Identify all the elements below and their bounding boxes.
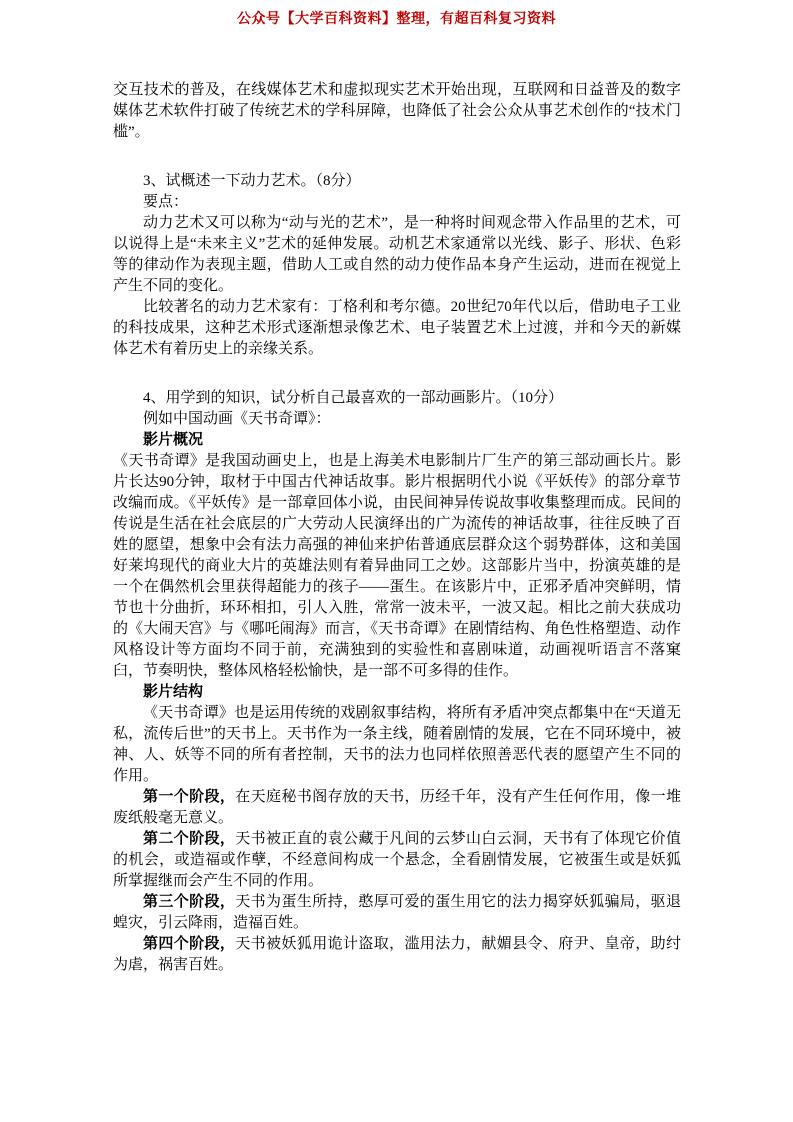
points-label: 要点： [143, 194, 189, 210]
paragraph-kinetic-art-definition: 动力艺术又可以称为“动与光的艺术”，是一种将时间观念带入作品里的艺术，可以说得上是“未来主义”艺术的延伸发展。动机艺术家通常以光线、影子、形状、色彩等的律动作为表现主题，借助人工或自然的动力使作品本身产生运动，进而在视觉上产生不同的变化。 [113, 215, 681, 294]
stage-3-label: 第三个阶段， [143, 894, 236, 910]
stage-3-text: 天书为蛋生所持，憨厚可爱的蛋生用它的法力揭穿妖狐骗局，驱退蝗灾，引云降雨，造福百姓。 [113, 894, 681, 931]
stage-4-label: 第四个阶段， [143, 936, 236, 952]
heading-film-structure: 影片结构 [143, 684, 204, 700]
paragraph-kinetic-art-artists: 比较著名的动力艺术家有：丁格利和考尔德。20世纪70年代以后，借助电子工业的科技成果，这种艺术形式逐渐想录像艺术、电子装置艺术上过渡，并和今天的新媒体艺术有着历史上的亲缘关系。 [113, 299, 681, 357]
stage-1-label: 第一个阶段， [143, 789, 236, 805]
paragraph-stage-4 [113, 934, 681, 976]
paragraph-film-overview: 《天书奇谭》是我国动画史上，也是上海美术电影制片厂生产的第三部动画长片。影片长达90分钟，取材于中国古代神话故事。影片根据明代小说《平妖传》的部分章节改编而成。《平妖传》是一部章回体小说，由民间神异传说故事收集整理而成。民间的传说是生活在社会底层的广大劳动人民演绎出的广为流传的神话故事，往往反映了百姓的愿望，想象中会有法力高强的神仙来护佑普通底层群众这个弱势群体，这和美国好莱坞现代的商业大片的英雄法则有着异曲同工之妙。这部影片当中，扮演英雄的是一个在偶然机会里获得超能力的孩子——蛋生。在该影片中，正邪矛盾冲突鲜明，情节也十分曲折，环环相扣，引人入胜，常常一波未平，一波又起。相比之前大获成功的《大闹天宫》与《哪吒闹海》而言，《天书奇谭》在剧情结构、角色性格塑造、动作风格设计等方面均不同于前，充满独到的实验性和喜剧味道，动画视听语言不落窠臼，节奏明快，整体风格轻松愉快，是一部不可多得的佳作。 [113, 453, 681, 679]
stage-2-text: 天书被正直的袁公藏于凡间的云梦山白云洞，天书有了体现它价值的机会，或造福或作孽，不经意间构成一个悬念，全看剧情发展，它被蛋生或是妖狐所掌握继而会产生不同的作用。 [113, 831, 681, 889]
question-3-title: 3、试概述一下动力艺术。（8分） [143, 173, 361, 189]
paragraph-intro: 交互技术的普及，在线媒体艺术和虚拟现实艺术开始出现，互联网和日益普及的数字媒体艺术软件打破了传统艺术的学科屏障，也降低了社会公众从事艺术创作的“技术门槛”。 [113, 82, 681, 140]
header-notice: 公众号【大学百科资料】整理，有超百科复习资料 [237, 12, 556, 27]
stage-2-label: 第二个阶段， [143, 831, 236, 847]
example-line: 例如中国动画《天书奇谭》： [143, 411, 331, 427]
stage-4-text: 天书被妖狐用诡计盗取，滥用法力，献媚县令、府尹、皇帝，助纣为虐，祸害百姓。 [113, 936, 681, 973]
question-4-title: 4、用学到的知识，试分析自己最喜欢的一部动画影片。（10分） [143, 390, 564, 406]
paragraph-stage-3 [113, 892, 681, 934]
paragraph-film-structure: 《天书奇谭》也是运用传统的戏剧叙事结构，将所有矛盾冲突点都集中在“天道无私，流传后世”的天书上。天书作为一条主线，随着剧情的发展，它在不同环境中，被神、人、妖等不同的所有者控制，天书的法力也同样依照善恶代表的愿望产生不同的作用。 [113, 705, 681, 784]
heading-film-overview: 影片概况 [143, 432, 204, 448]
paragraph-stage-2 [113, 829, 681, 892]
document-body [113, 80, 681, 976]
paragraph-stage-1 [113, 787, 681, 829]
stage-1-text: 在天庭秘书阁存放的天书，历经千年，没有产生任何作用，像一堆废纸般毫无意义。 [113, 789, 681, 826]
